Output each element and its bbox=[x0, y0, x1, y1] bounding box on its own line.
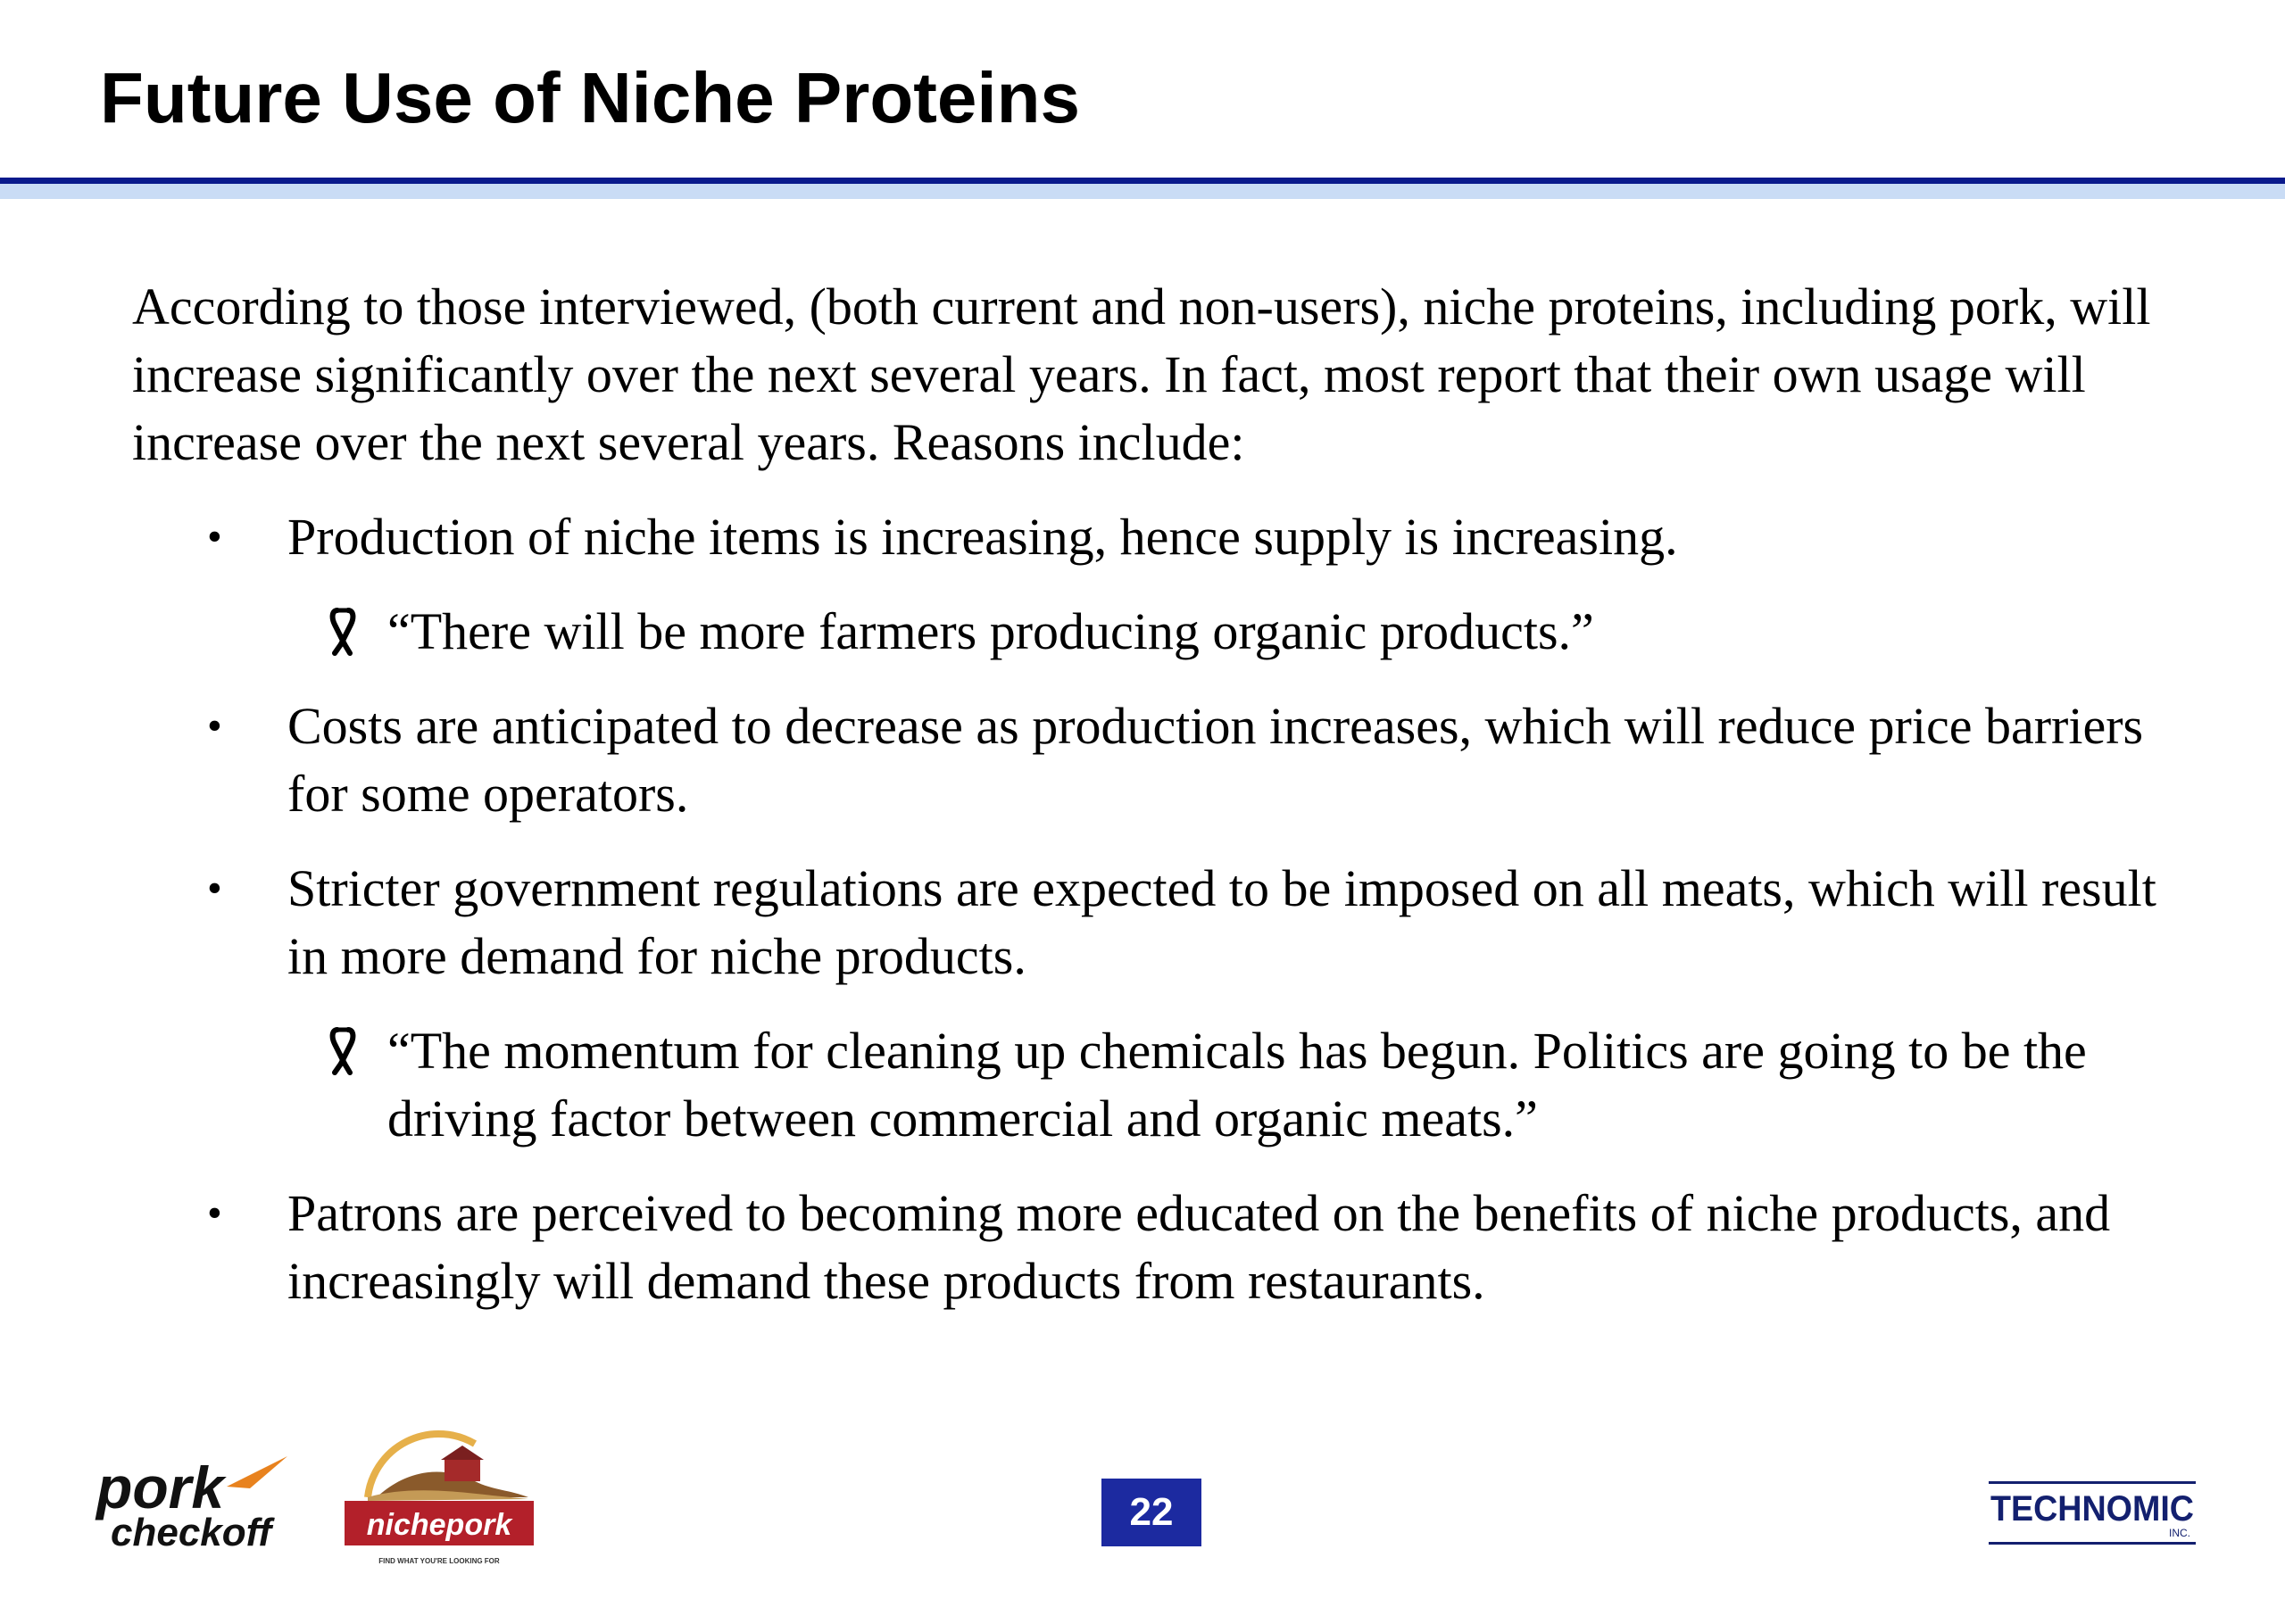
intro-paragraph: According to those interviewed, (both current and non-users), niche proteins, including pork, will increase significantly over the next several years. In fact, most report that their own usage will increase over the next several years. Reasons include: bbox=[132, 278, 2151, 471]
niche-pork-tagline: FIND WHAT YOU'RE LOOKING FOR bbox=[378, 1557, 500, 1565]
bullet-text: Patrons are perceived to becoming more educated on the benefits of niche products, and increasingly will demand these products from restaurants. bbox=[287, 1184, 2111, 1310]
bullet-text: Costs are anticipated to decrease as production increases, which will reduce price barriers for some operators. bbox=[287, 697, 2144, 823]
bullet-item bbox=[132, 1180, 2185, 1315]
page-number-badge: 22 bbox=[1101, 1479, 1201, 1546]
bullet-dot: • bbox=[207, 865, 222, 912]
niche-pork-logo bbox=[341, 1428, 539, 1569]
title-divider-dark bbox=[0, 178, 2285, 184]
bullet-text: Stricter government regulations are expected to be imposed on all meats, which will result in more demand for niche products. bbox=[287, 859, 2156, 985]
ribbon-icon bbox=[323, 607, 362, 657]
bullet-dot: • bbox=[207, 702, 222, 750]
checkoff-logo-text: checkoff bbox=[111, 1511, 272, 1553]
niche-pork-logo-text: nichepork bbox=[366, 1508, 512, 1542]
quote-item bbox=[132, 598, 2185, 666]
bullet-item bbox=[132, 855, 2185, 990]
quote-text: “The momentum for cleaning up chemicals has begun. Politics are going to be the driving factor between commercial and organic meats.” bbox=[387, 1022, 2087, 1148]
bullet-dot: • bbox=[207, 513, 222, 560]
slide-body bbox=[132, 273, 2185, 1315]
technomic-logo bbox=[1985, 1478, 2199, 1549]
technomic-logo-text: TECHNOMIC bbox=[1990, 1489, 2194, 1529]
slide-title: Future Use of Niche Proteins bbox=[100, 58, 1080, 137]
quote-text: “There will be more farmers producing organic products.” bbox=[387, 602, 1594, 660]
pork-logo-text: pork bbox=[96, 1454, 225, 1520]
bullet-item bbox=[132, 692, 2185, 828]
technomic-logo-suffix: INC. bbox=[2169, 1527, 2190, 1539]
quote-item bbox=[132, 1017, 2185, 1153]
bullet-text: Production of niche items is increasing, hence supply is increasing. bbox=[287, 508, 1678, 566]
bullet-item bbox=[132, 503, 2185, 571]
pork-checkoff-logo bbox=[93, 1453, 302, 1553]
ribbon-icon bbox=[323, 1026, 362, 1076]
title-divider-light bbox=[0, 184, 2285, 199]
bullet-dot: • bbox=[207, 1189, 222, 1237]
